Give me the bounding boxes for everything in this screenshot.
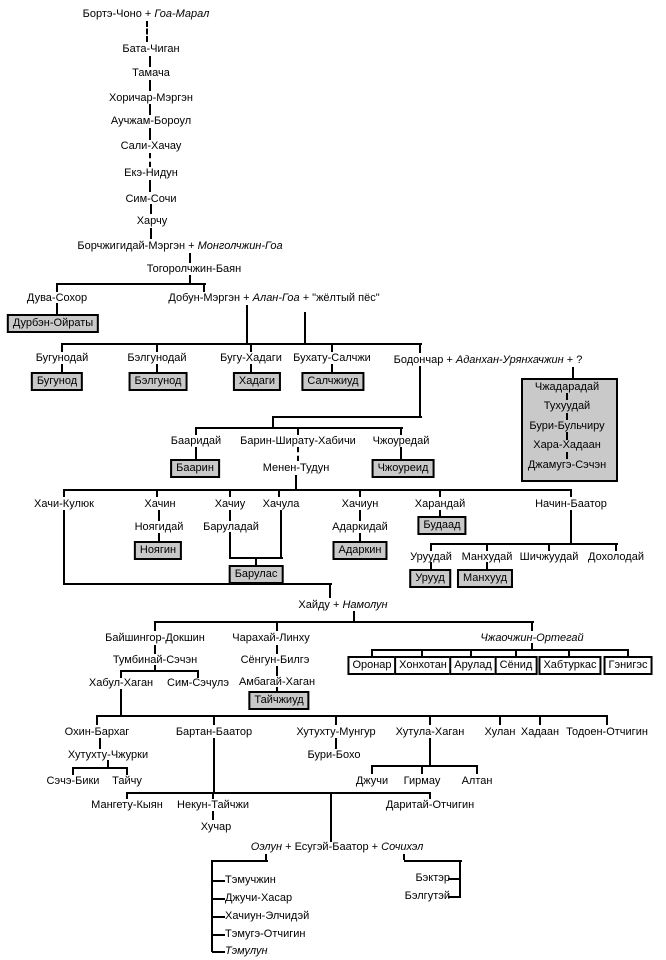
- honhotan: Хонхотан: [394, 656, 452, 675]
- connector-line: [63, 510, 65, 585]
- connector-line: [146, 21, 148, 42]
- connector-line: [213, 715, 215, 725]
- connector-line: [229, 532, 231, 559]
- hachin: Хачин: [144, 498, 176, 510]
- taichzhiud: Тайчжиуд: [248, 691, 309, 710]
- connector-line: [372, 765, 478, 767]
- connector-line: [431, 543, 618, 545]
- tamacha: Тамача: [132, 67, 170, 79]
- dzhuchi: Джучи: [355, 775, 389, 787]
- chzhoureid: Чжоуреид: [372, 459, 435, 478]
- connector-line: [62, 343, 422, 345]
- hachiun-elchidei: Хачиун-Элчидэй: [225, 910, 310, 922]
- noyagidai: Ноягидай: [134, 521, 184, 533]
- connector-line: [539, 715, 541, 725]
- connector-line: [276, 645, 278, 654]
- connector-line: [149, 80, 151, 91]
- connector-line: [120, 670, 122, 678]
- connector-line: [486, 543, 488, 551]
- connector-line: [56, 283, 58, 292]
- connector-line: [61, 343, 63, 352]
- connector-line: [606, 715, 608, 725]
- connector-line: [470, 649, 472, 657]
- chzhouredai: Чжоуредай: [372, 435, 430, 447]
- connector-line: [419, 366, 421, 417]
- hara-hadaan: Хара-Хадаан: [533, 439, 601, 451]
- bodonchar: [394, 354, 583, 366]
- connector-line: [189, 275, 191, 283]
- connector-line: [212, 898, 225, 900]
- manhudai: Манхудай: [461, 551, 513, 563]
- baishingor-dokshin: Байшингор-Докшин: [105, 632, 205, 644]
- connector-line: [126, 792, 128, 799]
- connector-line: [120, 689, 122, 715]
- connector-line: [371, 765, 373, 774]
- hachi-kuluk: Хачи-Кулюк: [34, 498, 94, 510]
- temulun: Тэмулун: [225, 945, 268, 957]
- connector-line: [73, 767, 128, 769]
- oelun-esugei-part-2: Сочихэл: [381, 841, 424, 853]
- daritai-otchigin: Даритай-Отчигин: [385, 799, 475, 811]
- hadagi: Хадаги: [233, 372, 281, 391]
- dobun-mergen-part-1: Алан-Гоа: [252, 292, 300, 304]
- oelun-esugei-part-0: Оэлун: [250, 841, 283, 853]
- connector-line: [156, 364, 158, 373]
- connector-line: [429, 792, 431, 799]
- connector-line: [404, 860, 462, 862]
- arulad: Арулад: [449, 656, 497, 675]
- oelun-esugei: [251, 841, 424, 853]
- connector-line: [273, 416, 422, 418]
- auchzham-boroul: Аучжам-Бороул: [110, 115, 192, 127]
- connector-line: [246, 305, 248, 343]
- connector-line: [335, 738, 337, 749]
- connector-line: [548, 543, 550, 551]
- connector-line: [64, 583, 332, 585]
- eke-nidun: Екэ-Нидун: [124, 167, 178, 179]
- connector-line: [499, 715, 501, 725]
- connector-line: [295, 475, 297, 490]
- connector-line: [359, 510, 361, 521]
- connector-line: [297, 427, 299, 435]
- noyagin: Ноягин: [134, 541, 182, 560]
- connector-line: [158, 510, 160, 521]
- haidu-part-0: Хайду +: [298, 599, 343, 611]
- borchzhigidai-mergen: [77, 240, 282, 252]
- borte-chono: [83, 8, 210, 20]
- dobun-mergen-part-0: Добун-Мэргэн +: [168, 292, 253, 304]
- connector-line: [297, 447, 299, 461]
- bugunodai: Бугунодай: [35, 352, 89, 364]
- connector-line: [330, 792, 332, 842]
- nekun-taichzhi: Некун-Тайчжи: [177, 799, 249, 811]
- connector-line: [486, 562, 488, 570]
- connector-line: [429, 738, 431, 766]
- bodonchar-part-0: Бодончар +: [393, 354, 456, 366]
- connector-line: [430, 562, 432, 570]
- dobun-mergen-part-2: + "жёлтый пёс": [299, 292, 380, 304]
- connector-line: [419, 343, 421, 353]
- connector-line: [121, 670, 199, 672]
- connector-line: [213, 738, 215, 792]
- connector-line: [156, 343, 158, 352]
- uruud: Урууд: [409, 569, 451, 588]
- connector-line: [400, 427, 402, 435]
- baruladai: Баруладай: [203, 521, 259, 533]
- connector-line: [211, 860, 213, 952]
- syongun-bilge: Сёнгун-Билгэ: [240, 654, 310, 666]
- todoen-otchigin: Тодоен-Отчигин: [566, 726, 648, 738]
- sim-sochi: Сим-Сочи: [125, 193, 177, 205]
- syonid: Сёнид: [495, 656, 538, 675]
- connector-line: [63, 489, 65, 497]
- connector-line: [439, 510, 441, 517]
- connector-line: [72, 767, 74, 775]
- connector-line: [149, 104, 151, 115]
- connector-line: [61, 364, 63, 373]
- connector-line: [448, 878, 461, 880]
- connector-line: [127, 792, 431, 794]
- connector-line: [531, 621, 533, 631]
- baarin: Баарин: [170, 459, 220, 478]
- hadaan: Хадаан: [520, 726, 560, 738]
- shichzhuudai: Шичжуудай: [519, 551, 579, 563]
- ambagai-hagan: Амбагай-Хаган: [238, 676, 316, 688]
- durben-oiraty: Дурбэн-Ойраты: [7, 314, 99, 333]
- connector-line: [359, 533, 361, 541]
- bodonchar-part-1: Аданхан-Урянхачжин: [455, 354, 564, 366]
- tumbinai-sechen: Тумбинай-Сэчэн: [112, 654, 198, 666]
- adarkin: Адаркин: [332, 541, 387, 560]
- connector-line: [56, 303, 58, 315]
- menen-tudun: Менен-Тудун: [262, 462, 330, 474]
- connector-line: [212, 860, 268, 862]
- connector-line: [212, 934, 225, 936]
- connector-line: [429, 715, 431, 725]
- adarkidai: Адаркидай: [332, 521, 388, 533]
- connector-line: [570, 510, 572, 544]
- connector-line: [154, 621, 156, 631]
- hutula-hagan: Хутула-Хаган: [395, 726, 465, 738]
- connector-line: [304, 312, 306, 343]
- buri-bulchiru: Бури-Бульчиру: [529, 420, 605, 432]
- horichar-mergen: Хоричар-Мэргэн: [109, 92, 193, 104]
- connector-line: [566, 452, 568, 459]
- mangetu-kyyan: Мангету-Кыян: [91, 799, 163, 811]
- connector-line: [212, 916, 225, 918]
- hachula: Хачула: [262, 498, 300, 510]
- duva-sohor: Дува-Сохор: [26, 292, 88, 304]
- sim-sechule: Сим-Сэчулэ: [167, 677, 229, 689]
- connector-line: [566, 432, 568, 440]
- bartan-baator: Бартан-Баатор: [175, 726, 253, 738]
- connector-line: [149, 56, 151, 67]
- geniges: Гэнигэс: [604, 656, 653, 675]
- connector-line: [149, 180, 151, 192]
- connector-line: [250, 364, 252, 373]
- habul-hagan: Хабул-Хаган: [88, 677, 154, 689]
- connector-line: [448, 896, 461, 898]
- connector-line: [156, 489, 158, 497]
- connector-line: [615, 543, 617, 551]
- connector-line: [329, 583, 331, 598]
- bata-chigan: Бата-Чиган: [122, 43, 180, 55]
- salchzhiud: Салчжиуд: [301, 372, 364, 391]
- connector-line: [99, 738, 101, 749]
- belgunodai: Бэлгунодай: [127, 352, 187, 364]
- baaridai: Бааридай: [170, 435, 222, 447]
- borchzhigidai-mergen-part-1: Монголчжин-Гоа: [197, 240, 283, 252]
- bekter: Бэктэр: [415, 872, 450, 884]
- manhuud: Манхууд: [457, 569, 513, 588]
- oelun-esugei-part-1: + Есугэй-Баатор +: [282, 841, 382, 853]
- connector-line: [572, 367, 574, 378]
- seche-biki: Сэчэ-Бики: [46, 775, 100, 787]
- connector-line: [515, 649, 517, 657]
- connector-line: [566, 413, 568, 420]
- connector-line: [57, 283, 206, 285]
- connector-line: [197, 670, 199, 678]
- temuge-otchigin: Тэмугэ-Отчигин: [225, 928, 306, 940]
- connector-line: [476, 765, 478, 774]
- connector-line: [149, 128, 151, 140]
- connector-line: [335, 715, 337, 725]
- dzhamuge-sechen: Джамугэ-Сэчэн: [527, 459, 607, 471]
- connector-line: [126, 767, 128, 775]
- hachiun: Хачиун: [341, 498, 379, 510]
- connector-line: [372, 649, 629, 651]
- connector-line: [566, 393, 568, 400]
- connector-line: [212, 792, 214, 799]
- connector-line: [568, 649, 570, 657]
- connector-line: [155, 621, 534, 623]
- chzhaochzhin-ortegai: Чжаочжин-Ортегай: [480, 632, 584, 644]
- connector-line: [430, 543, 432, 551]
- buri-boho: Бури-Бохо: [307, 749, 361, 761]
- oronar: Оронар: [347, 656, 396, 675]
- tuhuudai: Тухуудай: [543, 400, 591, 412]
- barin-shiratu-habichi: Барин-Ширату-Хабичи: [240, 435, 356, 447]
- connector-line: [255, 557, 257, 566]
- buhatu-salchzhi: Бухату-Салчжи: [293, 352, 371, 364]
- harandai: Харандай: [414, 498, 466, 510]
- huchar: Хучар: [200, 821, 232, 833]
- ohin-barhag: Охин-Бархаг: [64, 726, 130, 738]
- bugu-hadagi: Бугу-Хадаги: [220, 352, 282, 364]
- temuchzhin: Тэмучжин: [225, 874, 276, 886]
- borte-chono-part-0: Бортэ-Чоно +: [82, 8, 155, 20]
- borchzhigidai-mergen-part-0: Борчжигидай-Мэргэн +: [77, 240, 198, 252]
- connector-line: [276, 687, 278, 692]
- dobun-mergen: [168, 292, 379, 304]
- hutuhtu-chzhurki: Хутухту-Чжурки: [67, 749, 149, 761]
- connector-line: [400, 447, 402, 459]
- connector-line: [570, 489, 572, 497]
- uruudai: Уруудай: [410, 551, 452, 563]
- haidu-part-1: Намолун: [342, 599, 388, 611]
- connector-line: [371, 649, 373, 657]
- barulas: Барулас: [229, 565, 284, 584]
- connector-line: [195, 427, 197, 435]
- dzhuchi-hasar: Джучи-Хасар: [225, 892, 293, 904]
- girmau: Гирмау: [403, 775, 441, 787]
- connector-line: [196, 427, 403, 429]
- bodonchar-part-2: + ?: [563, 354, 583, 366]
- connector-line: [278, 489, 280, 497]
- doholodai: Дохолодай: [588, 551, 644, 563]
- connector-line: [189, 253, 191, 263]
- connector-line: [212, 880, 225, 882]
- connector-line: [421, 649, 423, 657]
- connector-line: [96, 715, 98, 725]
- connector-line: [229, 489, 231, 497]
- connector-line: [195, 447, 197, 459]
- connector-line: [331, 364, 333, 373]
- connector-line: [212, 811, 214, 820]
- bugunod: Бугунод: [31, 372, 83, 391]
- connector-line: [276, 621, 278, 631]
- connector-line: [439, 489, 441, 497]
- belgutei: Бэлгутэй: [404, 890, 450, 902]
- charahai-linhu: Чарахай-Линху: [232, 632, 310, 644]
- borte-chono-part-1: Гоа-Марал: [154, 8, 210, 20]
- connector-line: [331, 343, 333, 352]
- connector-line: [276, 666, 278, 676]
- haidu: [298, 599, 387, 611]
- connector-line: [64, 489, 572, 491]
- belgunod: Бэлгунод: [129, 372, 188, 391]
- hulan: Хулан: [484, 726, 516, 738]
- budaad: Будаад: [417, 516, 466, 535]
- connector-line: [627, 649, 629, 657]
- altan: Алтан: [461, 775, 493, 787]
- hutuhtu-mungur: Хутухту-Мунгур: [296, 726, 376, 738]
- connector-line: [203, 283, 205, 292]
- connector-line: [150, 228, 152, 239]
- connector-line: [150, 204, 152, 214]
- nachin-baator: Начин-Баатор: [535, 498, 607, 510]
- taichu: Тайчу: [112, 775, 142, 787]
- connector-line: [421, 765, 423, 774]
- connector-line: [250, 343, 252, 352]
- habturkas: Хабтуркас: [538, 656, 601, 675]
- connector-line: [212, 951, 225, 953]
- connector-line: [97, 715, 608, 717]
- connector-line: [229, 510, 231, 521]
- hachiu: Хачиу: [214, 498, 246, 510]
- chzhadaradai: Чжадарадай: [534, 381, 600, 393]
- connector-line: [154, 645, 156, 654]
- connector-line: [280, 510, 282, 559]
- connector-line: [149, 153, 151, 167]
- connector-line: [359, 489, 361, 497]
- togorolchzhin-bayan: Тогоролчжин-Баян: [146, 263, 242, 275]
- sali-hachau: Сали-Хачау: [120, 140, 182, 152]
- connector-line: [158, 533, 160, 541]
- harchu: Харчу: [136, 215, 168, 227]
